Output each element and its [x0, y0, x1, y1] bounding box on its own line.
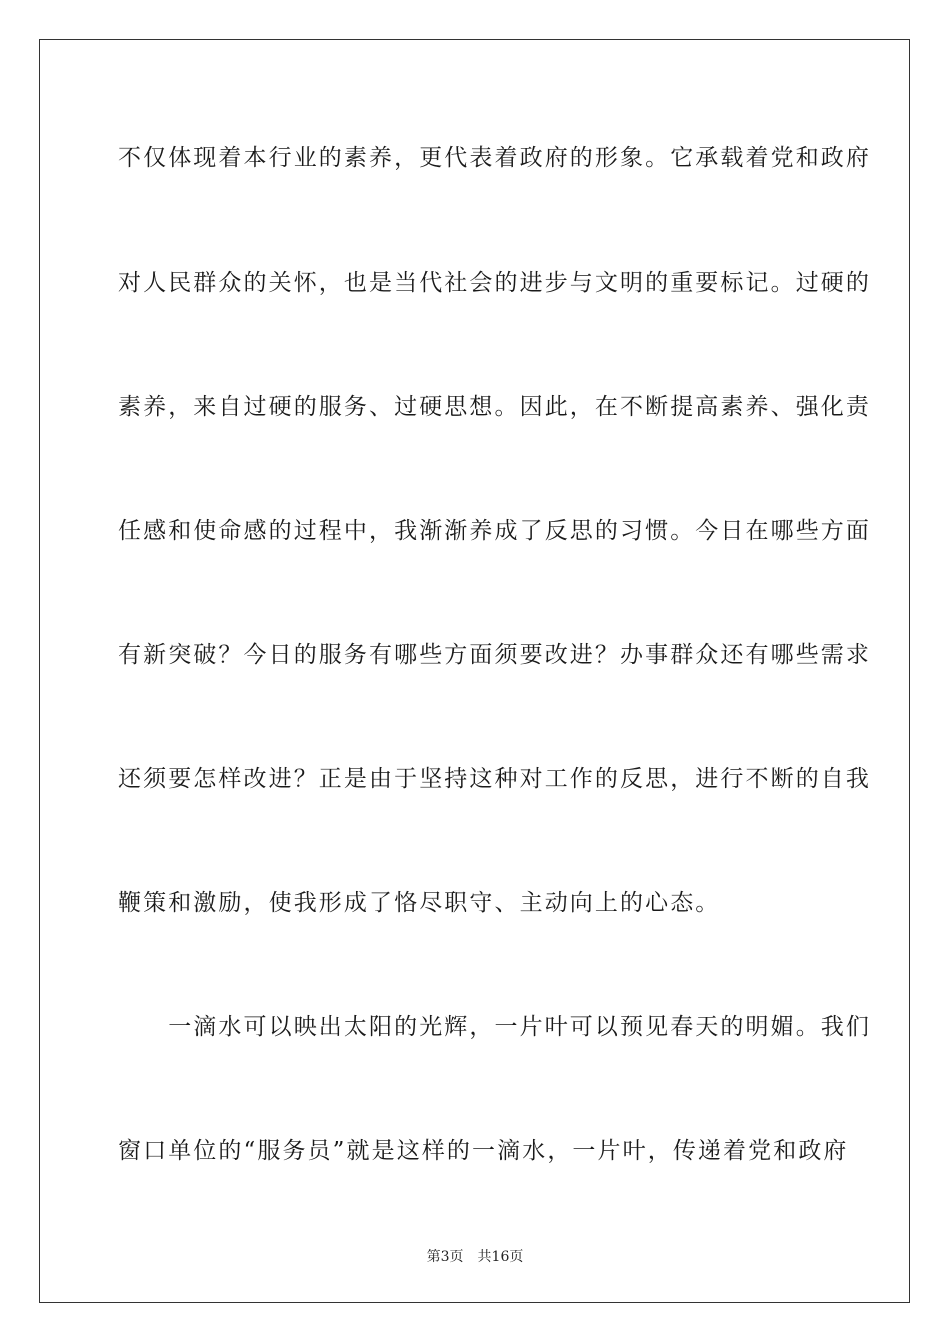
page-border: [39, 39, 910, 1303]
body-text-line: 对人民群众的关怀，也是当代社会的进步与文明的重要标记。过硬的: [118, 270, 871, 296]
body-text-line: 鞭策和激励，使我形成了恪尽职守、主动向上的心态。: [118, 890, 721, 916]
page-number: 第3页: [426, 1249, 464, 1265]
body-text-line: 还须要怎样改进？正是由于坚持这种对工作的反思，进行不断的自我: [118, 766, 871, 792]
page-total: 共16页: [477, 1249, 524, 1265]
body-text-line: 任感和使命感的过程中，我渐渐养成了反思的习惯。今日在哪些方面: [118, 518, 871, 544]
body-text-line: 窗口单位的“服务员”就是这样的一滴水，一片叶，传递着党和政府: [118, 1138, 849, 1164]
body-text-line: 一滴水可以映出太阳的光辉，一片叶可以预见春天的明媚。我们: [118, 1014, 871, 1040]
body-text-line: 有新突破？今日的服务有哪些方面须要改进？办事群众还有哪些需求: [118, 642, 871, 668]
body-text-line: 不仅体现着本行业的素养，更代表着政府的形象。它承载着党和政府: [118, 145, 871, 171]
body-text-line: 素养，来自过硬的服务、过硬思想。因此，在不断提高素养、强化责: [118, 394, 871, 420]
page-footer: [0, 1248, 950, 1266]
